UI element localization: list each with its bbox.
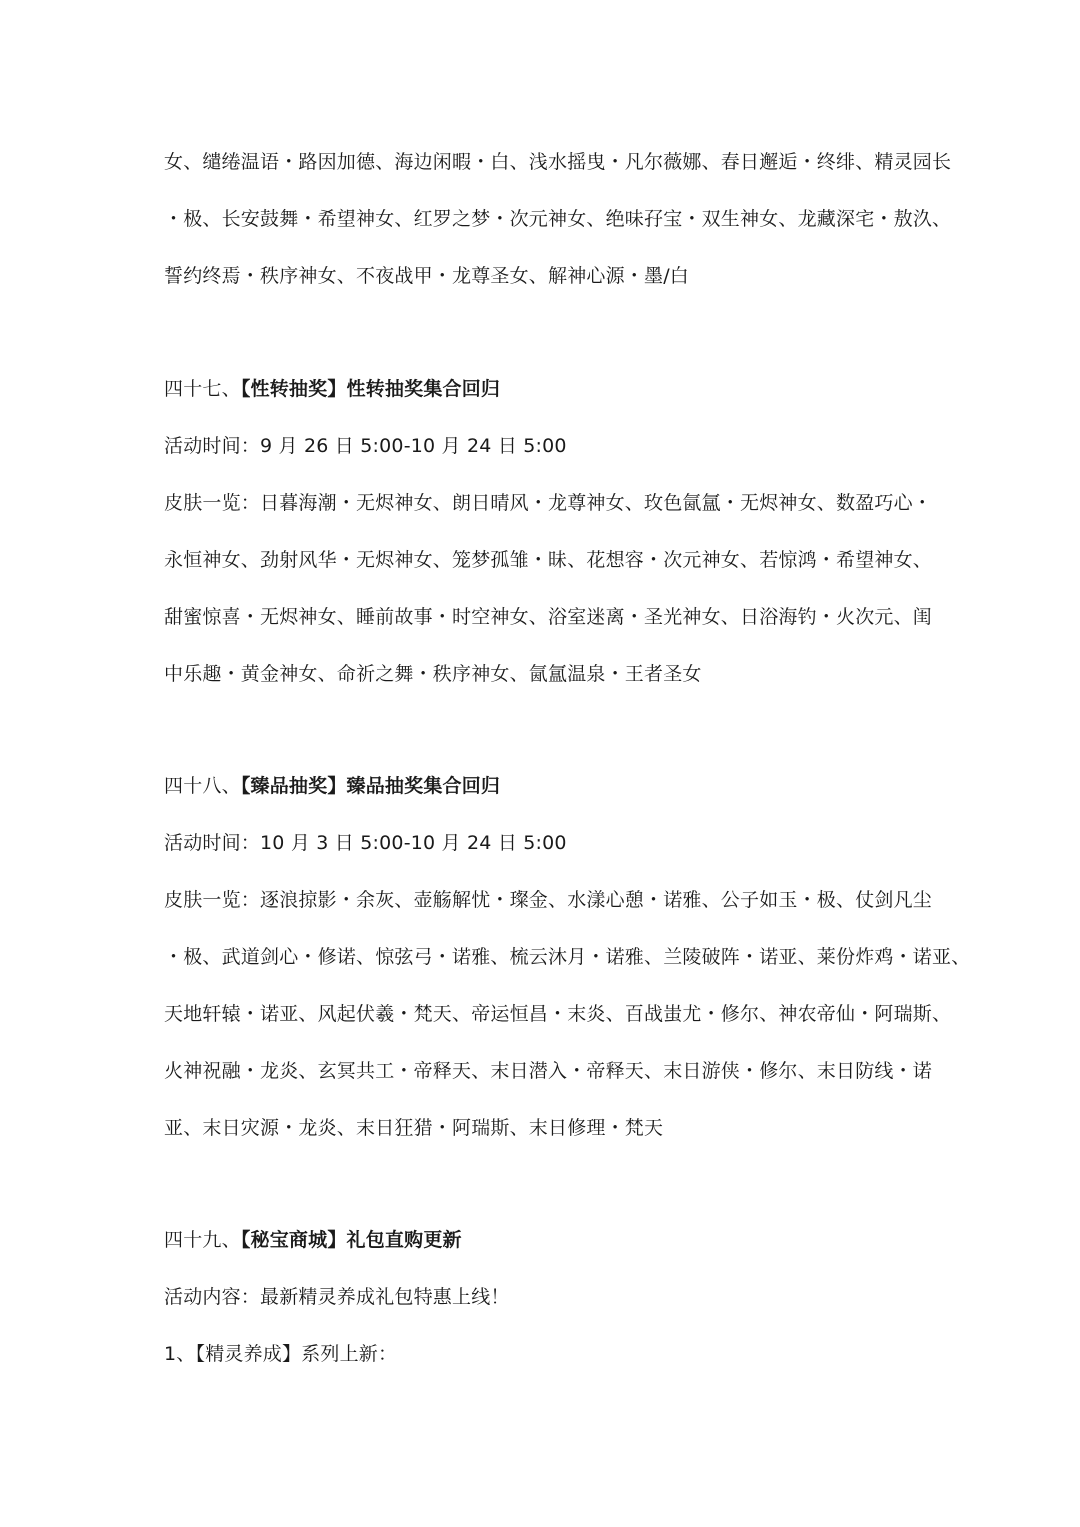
section-48-skins-line-3: 天地轩辕・诺亚、风起伏羲・梵天、帝运恒昌・末炎、百战蚩尤・修尔、神农帝仙・阿瑞斯、 (164, 1003, 952, 1025)
section-48-time: 活动时间：10 月 3 日 5:00-10 月 24 日 5:00 (164, 832, 567, 854)
section-47-title: 【性转抽奖】性转抽奖集合回归 (240, 378, 501, 400)
section-48-title: 【臻品抽奖】臻品抽奖集合回归 (240, 775, 501, 797)
section-49-title: 【秘宝商城】礼包直购更新 (240, 1229, 462, 1251)
section-47-time: 活动时间：9 月 26 日 5:00-10 月 24 日 5:00 (164, 435, 567, 457)
section-48-skins-line-4: 火神祝融・龙炎、玄冥共工・帝释天、末日潜入・帝释天、末日游侠・修尔、末日防线・诺 (164, 1060, 933, 1082)
continuation-line-2: ・极、长安鼓舞・希望神女、红罗之梦・次元神女、绝味孖宝・双生神女、龙藏深宅・敖汣、 (164, 208, 952, 230)
section-47-skins-line-3: 甜蜜惊喜・无烬神女、睡前故事・时空神女、浴室迷离・圣光神女、日浴海钓・火次元、闺 (164, 606, 933, 628)
section-49-number: 四十九、 (164, 1229, 241, 1251)
section-47-number: 四十七、 (164, 378, 241, 400)
section-49-heading (164, 1226, 462, 1254)
section-48-number: 四十八、 (164, 775, 241, 797)
section-48-skins-line-1: 皮肤一览：逐浪掠影・余灰、壶觞解忧・璨金、水漾心憩・诺雅、公子如玉・极、仗剑凡尘 (164, 889, 933, 911)
section-47-skins-line-1: 皮肤一览：日暮海潮・无烬神女、朗日晴风・龙尊神女、玫色氤氲・无烬神女、数盈巧心・ (164, 492, 933, 514)
section-48-skins-line-2: ・极、武道剑心・修诺、惊弦弓・诺雅、梳云沐月・诺雅、兰陵破阵・诺亚、莱份炸鸡・诺亚、 (164, 946, 971, 968)
section-47-skins-line-2: 永恒神女、劲射风华・无烬神女、笼梦孤雏・昧、花想容・次元神女、若惊鸿・希望神女、 (164, 549, 933, 571)
section-48-heading (164, 772, 500, 800)
section-47-skins-line-4: 中乐趣・黄金神女、命祈之舞・秩序神女、氤氲温泉・王者圣女 (164, 663, 702, 685)
section-49-item-1: 1、【精灵养成】系列上新： (164, 1343, 398, 1365)
continuation-line-1: 女、缱绻温语・路因加德、海边闲暇・白、浅水摇曳・凡尔薇娜、春日邂逅・终绯、精灵园长 (164, 151, 952, 173)
section-48-skins-line-5: 亚、末日灾源・龙炎、末日狂猎・阿瑞斯、末日修理・梵天 (164, 1117, 664, 1139)
continuation-line-3: 誓约终焉・秩序神女、不夜战甲・龙尊圣女、解神心源・墨/白 (164, 265, 690, 287)
section-47-heading (164, 375, 500, 403)
section-49-content: 活动内容：最新精灵养成礼包特惠上线！ (164, 1286, 510, 1308)
